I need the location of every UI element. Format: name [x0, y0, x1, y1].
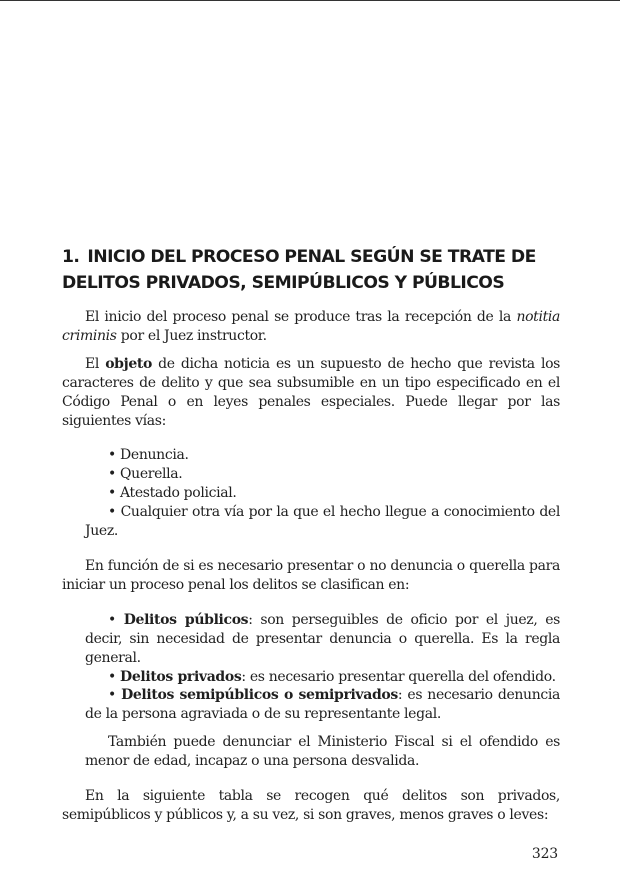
delitos-list: [62, 611, 560, 724]
delito-term: Delitos públicos: [123, 611, 249, 628]
list-item-text: Querella.: [120, 466, 183, 483]
list-item: [85, 503, 560, 541]
list-item-text: Cualquier otra vía por la que el hecho llegue a conocimiento del Juez.: [85, 504, 560, 540]
paragraph-intro-end: por el Juez instructor.: [116, 327, 267, 344]
bullet-icon: •: [108, 687, 116, 704]
delito-term: Delitos semipúblicos o semiprivados: [121, 687, 398, 704]
fiscal-note: [62, 733, 560, 771]
delito-term: Delitos privados: [120, 668, 242, 685]
bullet-icon: •: [108, 668, 116, 685]
section-heading: [62, 244, 560, 296]
latin-term: notitia criminis: [62, 309, 560, 344]
bullet-icon: •: [108, 447, 116, 464]
paragraph-objeto: [62, 355, 560, 431]
list-item-text: Denuncia.: [120, 447, 189, 464]
paragraph-tabla: En la siguiente tabla se recogen qué delitos son privados, semipúblicos y públicos y, a su vez, si son graves, menos graves o leves:: [62, 788, 560, 823]
paragraph-fiscal: También puede denunciar el Ministerio Fiscal si el ofendido es menor de edad, incapaz o una persona desvalida.: [85, 734, 560, 770]
section-number: 1.: [62, 247, 80, 267]
bullet-icon: •: [108, 466, 116, 483]
list-item: [85, 484, 560, 503]
section-title: INICIO DEL PROCESO PENAL SEGÚN SE TRATE DE DELITOS PRIVADOS, SEMIPÚBLICOS Y PÚBLICOS: [62, 247, 536, 293]
bullet-icon: •: [108, 504, 116, 521]
paragraph-intro-text: El inicio del proceso penal se produce tras la recepción de la: [85, 309, 517, 325]
delito-desc: : es necesario presentar querella del ofendido.: [241, 668, 556, 685]
bullet-icon: •: [108, 485, 116, 502]
paragraph-intro: [62, 308, 560, 346]
vias-list: [62, 446, 560, 541]
paragraph-clasificacion: En función de si es necesario presentar o no denuncia o querella para iniciar un proceso penal los delitos se clasifican en:: [62, 557, 560, 593]
body-text: [62, 308, 560, 825]
delito-desc: : son perseguibles de oficio por el juez, es decir, sin necesidad de presentar denuncia o querella. Es la regla general.: [85, 611, 560, 666]
paragraph-objeto-start: El: [85, 355, 106, 372]
objeto-term: objeto: [105, 355, 152, 372]
list-item: [85, 446, 560, 465]
top-rule: [0, 0, 620, 1]
page-number: 323: [531, 846, 558, 862]
bullet-icon: •: [108, 611, 116, 628]
list-item: [85, 465, 560, 484]
list-item: [85, 733, 560, 771]
list-item: [85, 686, 560, 724]
paragraph-objeto-text: de dicha noticia es un supuesto de hecho que revista los caracteres de delito y que sea subsumible en un tipo especificado en el Código Penal o en leyes penales especiales. Puede llegar por las siguientes vías:: [62, 355, 560, 429]
list-item-text: Atestado policial.: [120, 485, 237, 502]
list-item: [85, 668, 560, 687]
delito-desc: : es necesario denuncia de la persona agraviada o de su representante legal.: [85, 687, 560, 723]
list-item: [85, 611, 560, 668]
